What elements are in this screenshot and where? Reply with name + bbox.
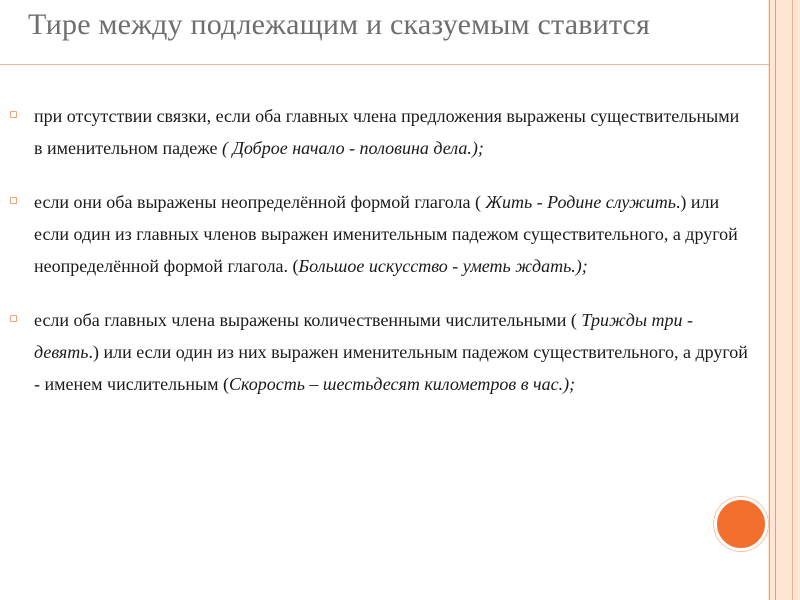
right-border-line: [792, 0, 793, 600]
right-border-line: [769, 0, 770, 600]
bullet-example: Большое искусство - уметь ждать.);: [298, 256, 588, 276]
bullet-list: [10, 100, 750, 422]
bullet-item: [10, 100, 750, 164]
bullet-item: [10, 186, 750, 282]
title-underline: [0, 64, 769, 65]
square-outline-bullet-icon: [10, 111, 17, 118]
bullet-example: Жить - Родине служить: [485, 192, 676, 212]
orange-circle-icon: [714, 497, 768, 551]
bullet-text: при отсутствии связки, если оба главных члена предложения выражены существительными в именительном падеже: [34, 106, 740, 158]
bullet-text: .) или если один из них выражен именительным падежом существительного, а другой - именем числительным (: [34, 342, 748, 394]
bullet-text: .) или если один из главных членов выражен именительным падежом существительного, а другой неопределённой формой глагола. (: [34, 192, 738, 276]
bullet-text: если оба главных члена выражены количественными числительными (: [34, 310, 582, 330]
slide-title: Тире между подлежащим и сказуемым ставится: [28, 8, 651, 41]
bullet-item: [10, 304, 750, 400]
bullet-text: если они оба выражены неопределённой формой глагола (: [34, 192, 486, 212]
bullet-example: Скорость – шестьдесят километров в час.);: [228, 374, 576, 394]
bullet-example: Трижды три - девять: [34, 310, 694, 362]
square-outline-bullet-icon: [10, 315, 17, 322]
square-outline-bullet-icon: [10, 197, 17, 204]
bullet-example: ( Доброе начало - половина дела.);: [221, 138, 484, 158]
right-border-line: [775, 0, 776, 600]
